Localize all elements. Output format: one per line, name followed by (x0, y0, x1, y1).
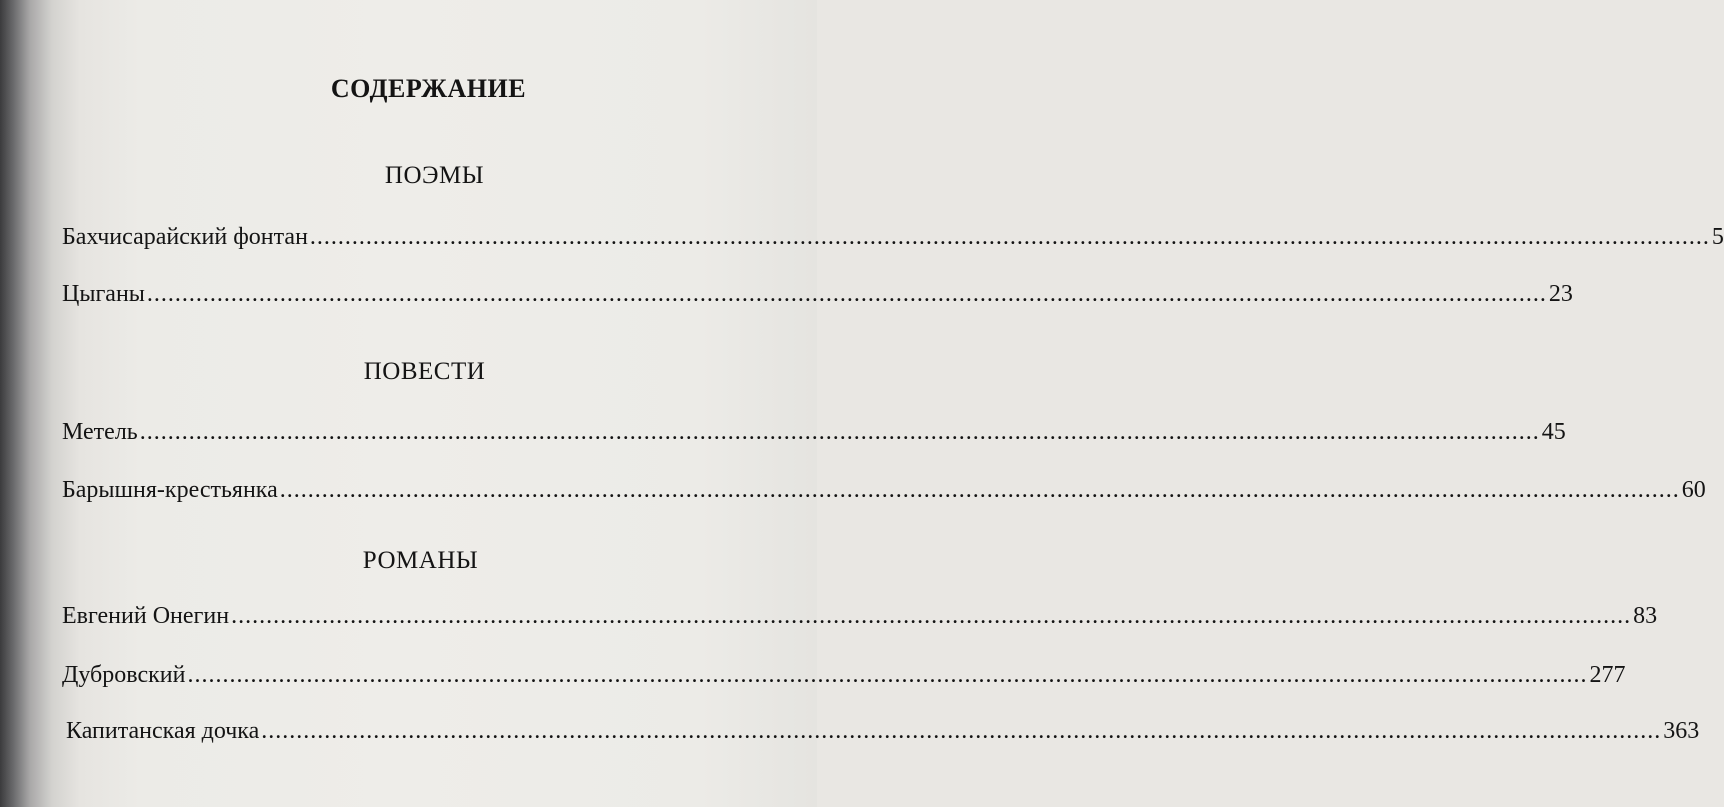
dot-leader: ........................................................................................................................................................................................................ (139, 419, 1540, 445)
dot-leader: ........................................................................................................................................................................................................ (146, 281, 1547, 307)
toc-entry-title: Дубровский (62, 662, 186, 688)
dot-leader: ........................................................................................................................................................................................................ (261, 718, 1662, 744)
toc-entry-page: 23 (1548, 281, 1573, 307)
toc-entry-title: Цыганы (62, 281, 145, 307)
toc-title: СОДЕРЖАНИЕ (330, 74, 527, 103)
toc-entry (62, 477, 1706, 504)
toc-entry-page: 60 (1681, 477, 1706, 503)
toc-entry-title: Барышня-крестьянка (62, 477, 278, 503)
toc-entry (62, 224, 1724, 251)
toc-entry-page: 363 (1663, 718, 1700, 744)
toc-entry (66, 718, 1700, 745)
toc-entry-page: 83 (1633, 603, 1658, 629)
dot-leader: ........................................................................................................................................................................................................ (309, 224, 1710, 250)
dot-leader: ........................................................................................................................................................................................................ (231, 603, 1632, 629)
section-heading-novels: РОМАНЫ (362, 547, 479, 574)
toc-entry (62, 603, 1658, 630)
toc-entry-page: 5 (1711, 224, 1724, 250)
section-heading-poems: ПОЭМЫ (384, 162, 485, 189)
toc-entry-title: Метель (62, 419, 138, 445)
section-heading-stories: ПОВЕСТИ (363, 358, 486, 385)
toc-entry (62, 281, 1573, 308)
toc-entry-title: Бахчисарайский фонтан (62, 224, 308, 250)
dot-leader: ........................................................................................................................................................................................................ (187, 662, 1588, 688)
toc-entry (62, 419, 1566, 446)
toc-entry-title: Евгений Онегин (62, 603, 230, 629)
toc-entry-page: 277 (1589, 662, 1626, 688)
toc-entry (62, 662, 1626, 689)
dot-leader: ........................................................................................................................................................................................................ (279, 477, 1680, 503)
toc-entry-page: 45 (1541, 419, 1566, 445)
toc-entry-title: Капитанская дочка (66, 718, 260, 744)
